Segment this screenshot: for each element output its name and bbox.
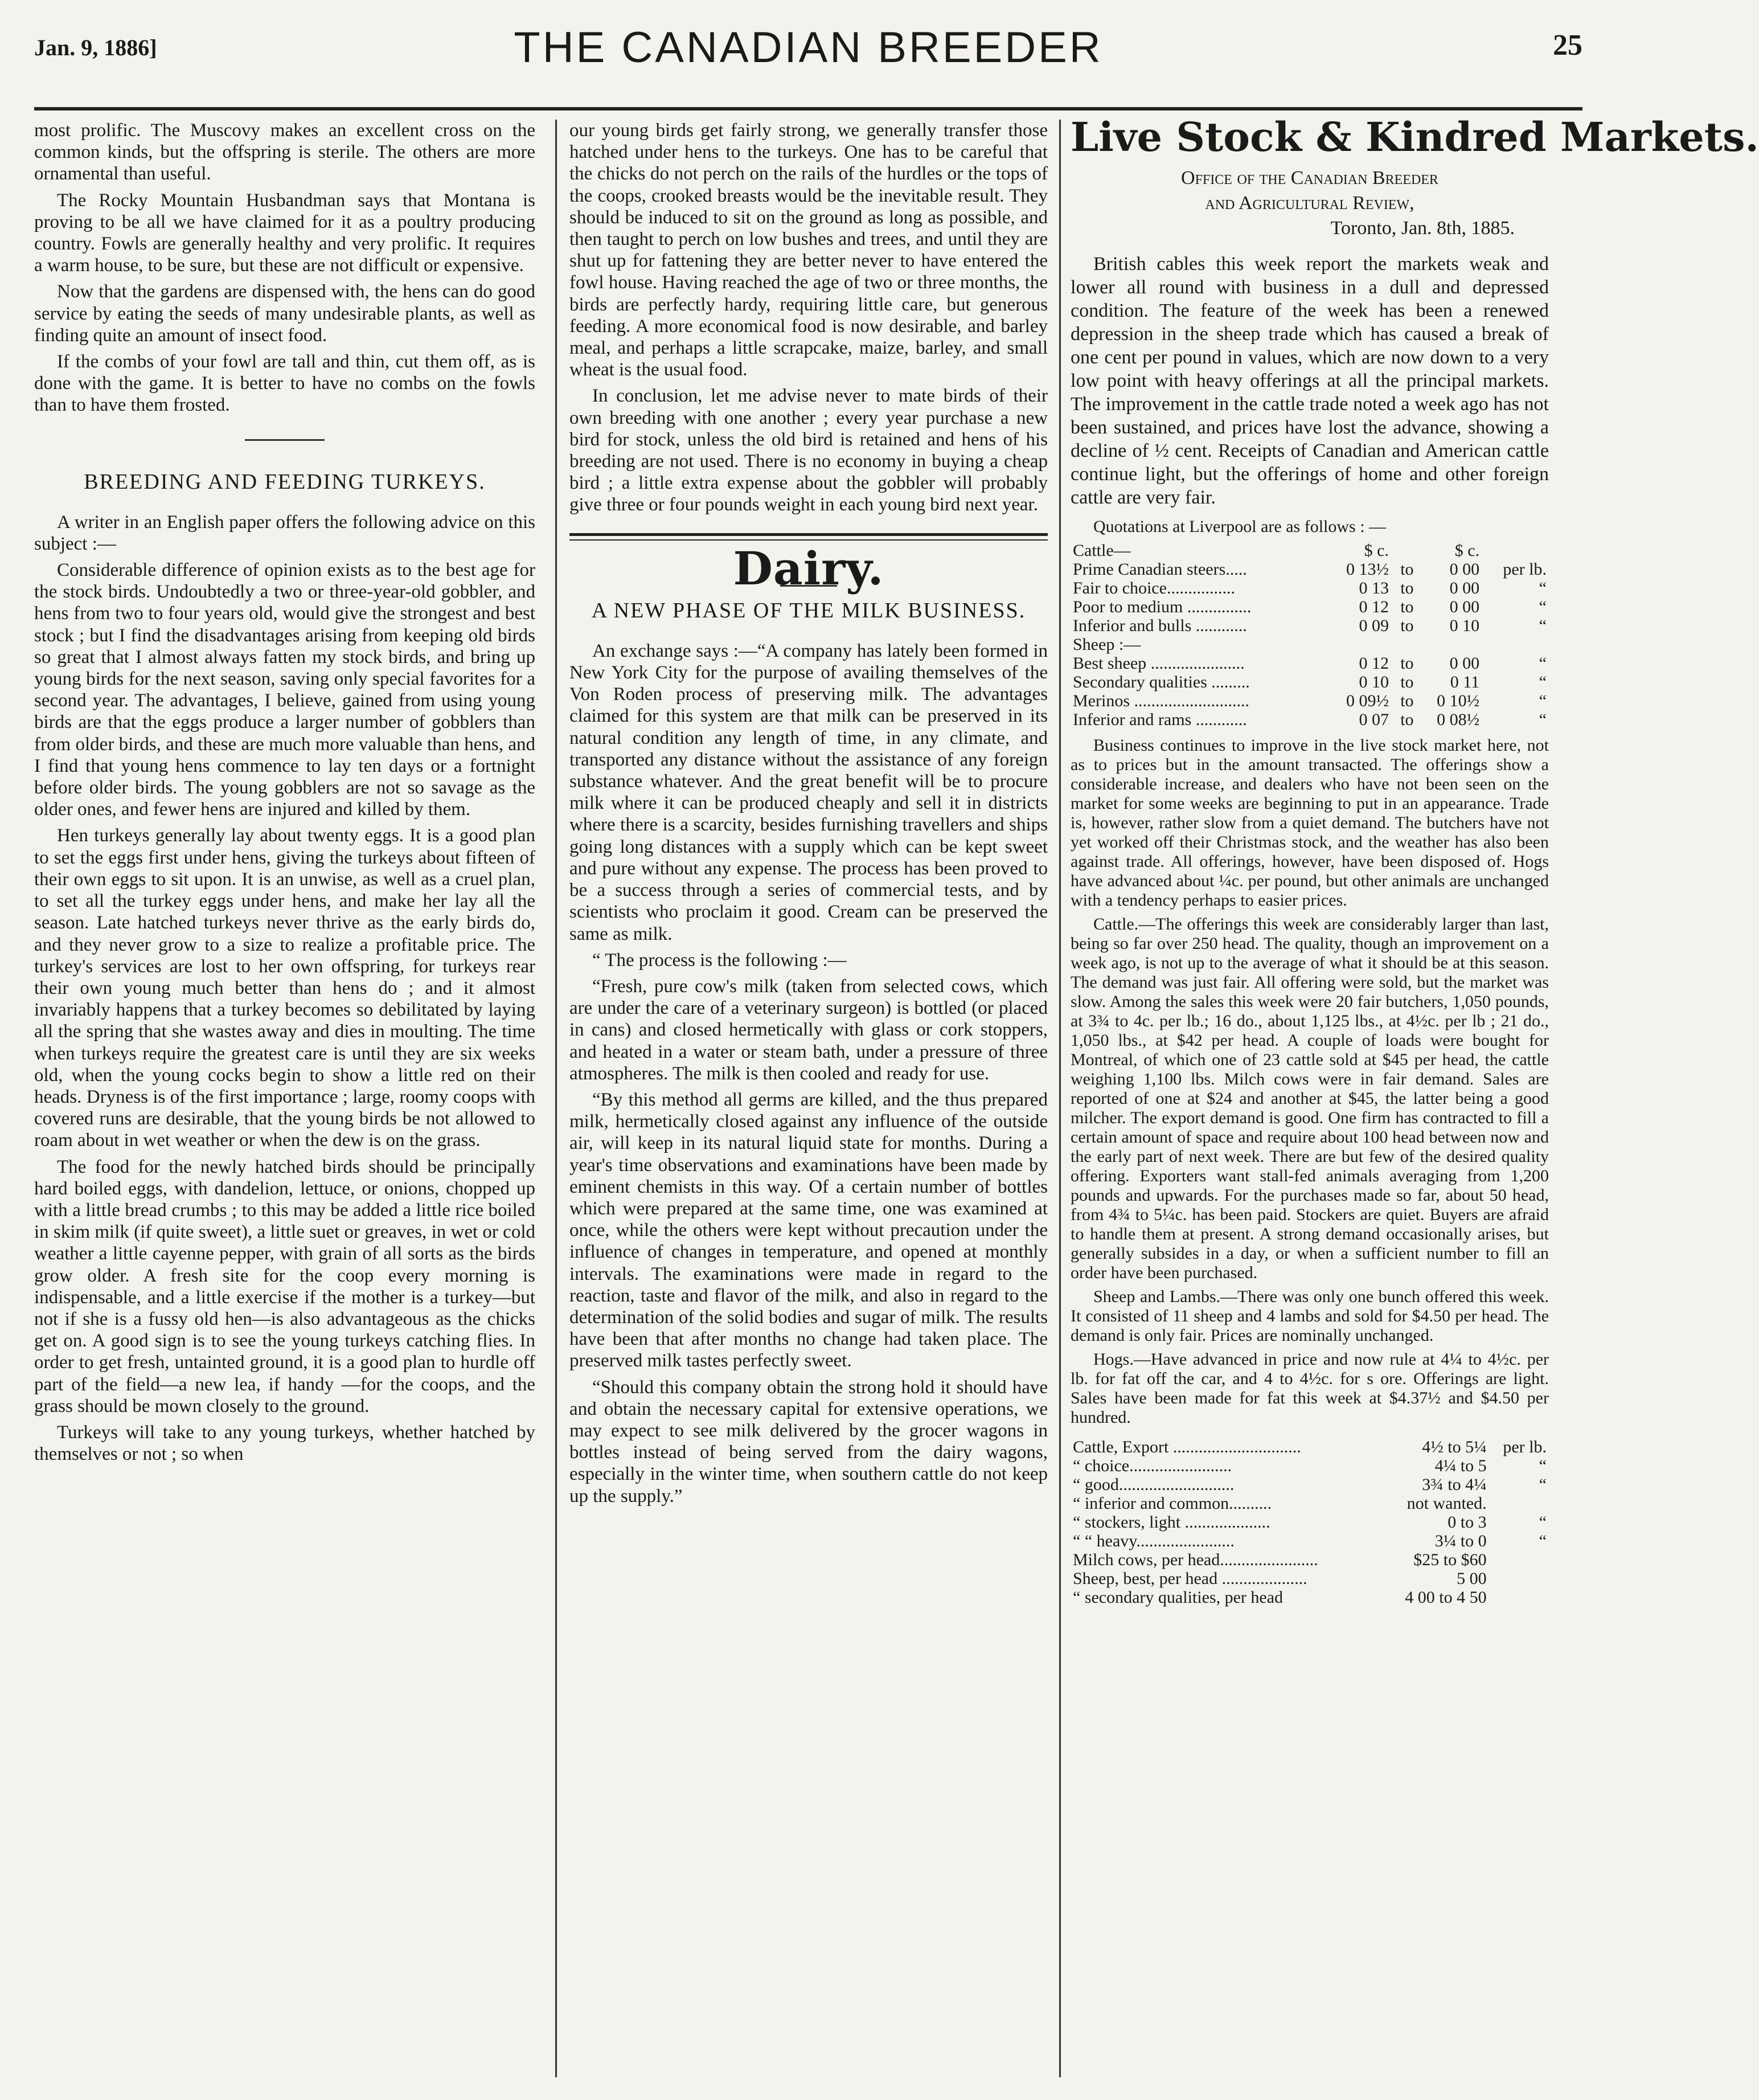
- table-cell: 0 12: [1359, 654, 1389, 673]
- table-cell: “ choice........................: [1073, 1456, 1232, 1475]
- table-row: [1071, 579, 1549, 597]
- table-cell: 0 10½: [1437, 691, 1480, 710]
- office-date: Toronto, Jan. 8th, 1885.: [1330, 218, 1515, 239]
- table-cell: Prime Canadian steers.....: [1073, 560, 1247, 579]
- table-cell: 4½ to 5¼: [1422, 1438, 1487, 1456]
- table-cell: 0 00: [1449, 654, 1480, 673]
- table-cell: “: [1539, 579, 1547, 597]
- column-2: [569, 120, 1048, 1512]
- table-cell: Inferior and rams ............: [1073, 710, 1247, 729]
- table-row: [1071, 1438, 1549, 1456]
- table-header-cell: [1482, 541, 1549, 560]
- table-cell: 0 to 3: [1448, 1513, 1487, 1532]
- table-cell: 0 08½: [1437, 710, 1480, 729]
- paragraph: most prolific. The Muscovy makes an excellent cross on the common kinds, but the offspring is sterile. The others are more ornamental than useful.: [34, 120, 535, 185]
- liverpool-intro: Quotations at Liverpool are as follows : —: [1093, 517, 1387, 536]
- table-row: [1071, 673, 1549, 691]
- table-cell: “: [1539, 654, 1547, 673]
- section-title-markets: Live Stock & Kindred Markets.: [1071, 113, 1759, 161]
- table-cell: Inferior and bulls ............: [1073, 616, 1247, 635]
- table-cell: Poor to medium ...............: [1073, 597, 1252, 616]
- column-divider: [1059, 120, 1061, 2077]
- table-row: [1071, 1513, 1549, 1532]
- table-cell: $25 to $60: [1413, 1550, 1487, 1569]
- table-cell: “: [1539, 673, 1547, 691]
- table-cell: to: [1400, 654, 1414, 673]
- table-row: [1071, 635, 1549, 654]
- table-row: [1071, 597, 1549, 616]
- table-cell: [1489, 1494, 1549, 1513]
- table-cell: [1489, 1569, 1549, 1588]
- table-cell: per lb.: [1503, 1438, 1547, 1456]
- table-cell: 0 13: [1359, 579, 1389, 597]
- table-cell: 0 09: [1359, 616, 1389, 635]
- table-row: [1071, 1494, 1549, 1513]
- table-cell: to: [1400, 691, 1414, 710]
- table-cell: to: [1400, 597, 1414, 616]
- table-row: [1071, 654, 1549, 673]
- table-row: [1071, 560, 1549, 579]
- paragraph: British cables this week report the markets weak and lower all round with business in a dull and depressed condition. The feature of the week has been a renewed depression in the sheep trade which has caused a break of one cent per pound in values, which are now down to a very low point with heavy offerings at all the principal markets. The improvement in the cattle trade noted a week ago has not been sustained, and prices have lost the advance, showing a decline of ½ cent. Receipts of Canadian and American cattle continue light, but the offerings of home and other foreign cattle are very fair.: [1071, 253, 1549, 508]
- table-cell: Fair to choice................: [1073, 579, 1235, 597]
- table-cell: [1482, 635, 1549, 654]
- table-cell: Merinos ...........................: [1073, 691, 1249, 710]
- table-row: [1071, 1569, 1549, 1588]
- table-cell: “: [1539, 691, 1547, 710]
- table-header-cell: $ c.: [1454, 541, 1480, 560]
- table-header-cell: Cattle—: [1073, 541, 1131, 560]
- table-cell: not wanted.: [1407, 1494, 1487, 1513]
- table-cell: [1416, 635, 1482, 654]
- table-cell: 0 09½: [1346, 691, 1389, 710]
- table-row: [1071, 1475, 1549, 1494]
- table-cell: “ secondary qualities, per head: [1073, 1588, 1284, 1607]
- paragraph: “ The process is the following :—: [592, 949, 847, 971]
- table-cell: 0 10: [1449, 616, 1480, 635]
- table-cell: [1325, 635, 1391, 654]
- table-cell: 3¼ to 0: [1434, 1532, 1487, 1550]
- paragraph: Hen turkeys generally lay about twenty eggs. It is a good plan to set the eggs first under hens, giving the turkeys about fifteen of their own eggs to sit upon. It is an unwise, as well as a cruel plan, to set all the turkey eggs under hens, and make her lay all the season. Late hatched turkeys never thrive as the early birds do, and they never grow to a size to realize a profitable price. The turkey's services are lost to her own offspring, for turkeys rear their own young much better than hens do ; and it almost invariably happens that a turkey becomes so debilitated by laying all the spring that she wastes away and dies in moulting. The time when turkeys require the greatest care is until they are six weeks old, when the young cocks begin to show a little red on their heads. Dryness is of the first importance ; large, roomy coops with covered runs are desirable, that the young birds be not allowed to roam about in wet weather or when the dew is on the grass.: [34, 825, 535, 1151]
- section-title-dairy: Dairy.: [733, 541, 884, 595]
- paragraph: “Fresh, pure cow's milk (taken from selected cows, which are under the care of a veterinary surgeon) is bottled (or placed in cans) and closed hermetically with glass or cork stoppers, and heated in a water or steam bath, under a pressure of three atmospheres. The milk is then cooled and ready for use.: [569, 976, 1048, 1084]
- section-divider: [245, 439, 325, 441]
- table-cell: Cattle, Export ..............................: [1073, 1438, 1301, 1456]
- column-1: [34, 120, 535, 1469]
- table-header-cell: [1391, 541, 1416, 560]
- table-row: [1071, 1532, 1549, 1550]
- table-header-cell: $ c.: [1364, 541, 1389, 560]
- table-cell: 0 10: [1359, 673, 1389, 691]
- paragraph: If the combs of your fowl are tall and thin, cut them off, as is done with the game. It is better to have no combs on the fowls than to have them frosted.: [34, 351, 535, 416]
- office-dateline: [1071, 166, 1549, 241]
- table-row: [1071, 1456, 1549, 1475]
- article-heading: BREEDING AND FEEDING TURKEYS.: [84, 469, 486, 494]
- table-cell: 3¾ to 4¼: [1422, 1475, 1487, 1494]
- table-cell: “: [1539, 1532, 1547, 1550]
- table-cell: 4 00 to 4 50: [1405, 1588, 1487, 1607]
- liverpool-quotations-table: [1071, 541, 1549, 729]
- paragraph: Considerable difference of opinion exists as to the best age for the stock birds. Undoubtedly a two or three-year-old gobbler, and hens from two to four years old, would give the strongest and best stock ; but I find the disadvantages arising from keeping old birds so great that I almost always fatten my stock birds, and bring up young birds for the next season, saving only special favorites for a second year. The advantages, I believe, gained from using young birds are that the eggs produce a larger number of gobblers than from older birds, and these are much more valuable than hens, and I find that young hens commence to lay ten days or a fortnight before older birds. The young gobblers are not so savage as the older ones, and fewer hens are injured and killed by them.: [34, 560, 535, 820]
- header-title: THE CANADIAN BREEDER: [514, 23, 1103, 72]
- table-cell: “: [1539, 1513, 1547, 1532]
- table-row: [1071, 616, 1549, 635]
- table-cell: “ good...........................: [1073, 1475, 1235, 1494]
- header-date: Jan. 9, 1886]: [34, 35, 157, 60]
- table-cell: “: [1539, 1456, 1547, 1475]
- paragraph: The Rocky Mountain Husbandman says that Montana is proving to be all we have claimed for it as a poultry producing country. Fowls are generally healthy and very prolific. It requires a warm house, to be sure, but these are not difficult or expensive.: [34, 190, 535, 276]
- paragraph: Sheep and Lambs.—There was only one bunch offered this week. It consisted of 11 sheep and 4 lambs and sold for $4.50 per head. The demand is only fair. Prices are nominally unchanged.: [1071, 1287, 1549, 1345]
- table-cell: per lb.: [1503, 560, 1547, 579]
- table-cell: “ stockers, light ....................: [1073, 1513, 1270, 1532]
- table-cell: Milch cows, per head.......................: [1073, 1550, 1318, 1569]
- header-page-number: 25: [1553, 29, 1582, 62]
- table-row: [1071, 1550, 1549, 1569]
- table-cell: to: [1400, 673, 1414, 691]
- table-cell: Best sheep ......................: [1073, 654, 1245, 673]
- paragraph: A writer in an English paper offers the following advice on this subject :—: [34, 511, 535, 554]
- table-cell: 0 07: [1359, 710, 1389, 729]
- header-rule: [34, 107, 1582, 110]
- table-cell: [1391, 635, 1416, 654]
- paragraph: An exchange says :—“A company has lately been formed in New York City for the purpose of availing themselves of the Von Roden process of preserving milk. The advantages claimed for this system are that milk can be preserved in its natural condition any length of time, in any climate, and transported any distance without the assistance of any foreign substance whatever. And the great benefit will be to procure milk where it can be produced cheaply and sell it in districts where there is a scarcity, besides furnishing travellers and ships going long distances with a supply which can be kept sweet and pure without any expense. The process has been proved to be a success through a series of commercial tests, and by scientists who proclaim it good. Cream can be preserved the same as milk.: [569, 640, 1048, 944]
- paragraph: Hogs.—Have advanced in price and now rule at 4¼ to 4½c. per lb. for fat off the car, and 4 to 4½c. for s ore. Offerings are light. Sales have been made for fat this week at $4.37½ and $4.50 per hundred.: [1071, 1350, 1549, 1427]
- column-divider: [555, 120, 557, 2077]
- table-header-row: [1071, 541, 1549, 560]
- table-cell: [1489, 1550, 1549, 1569]
- table-row: [1071, 691, 1549, 710]
- article-heading: A NEW PHASE OF THE MILK BUSINESS.: [591, 598, 1026, 623]
- paragraph: Business continues to improve in the live stock market here, not as to prices but in the amount transacted. The offerings show a considerable increase, and dealers who have not been seen on the market for some weeks are beginning to put in an appearance. Trade is, however, rather slow from a quiet demand. The butchers have not yet worked off their Christmas stock, and the weather has also been against trade. All offerings, however, have been disposed of. Hogs have advanced about ¼c. per pound, but other animals are unchanged with a tendency perhaps to easier prices.: [1071, 736, 1549, 910]
- table-cell: Sheep, best, per head ....................: [1073, 1569, 1307, 1588]
- table-cell: to: [1400, 616, 1414, 635]
- table-cell: 0 12: [1359, 597, 1389, 616]
- table-cell: “: [1539, 616, 1547, 635]
- table-cell: “: [1539, 710, 1547, 729]
- table-cell: 0 13½: [1346, 560, 1389, 579]
- table-cell: “: [1539, 597, 1547, 616]
- table-cell: to: [1400, 710, 1414, 729]
- table-cell: to: [1400, 560, 1414, 579]
- paragraph: our young birds get fairly strong, we generally transfer those hatched under hens to the turkeys. One has to be careful that the chicks do not perch on the rails of the hurdles or the tops of the coops, crooked breasts would be the inevitable result. They should be induced to sit on the ground as long as possible, and then taught to perch on low bushes and trees, and until they are shut up for fattening they are better never to have entered the fowl house. Having reached the age of two or three months, the birds are perfectly hardy, requiring little care, but generous feeding. A more economical food is now desirable, and barley meal, and perhaps a little scrapcake, maize, barley, and small wheat is the usual food.: [569, 120, 1048, 380]
- table-cell: [1489, 1588, 1549, 1607]
- table-cell: 0 00: [1449, 560, 1480, 579]
- office-line: Office of the Canadian Breeder: [1181, 167, 1438, 189]
- column-3: [1071, 113, 1759, 1607]
- table-cell: to: [1400, 579, 1414, 597]
- table-cell: “ “ heavy.......................: [1073, 1532, 1235, 1550]
- table-cell: 0 00: [1449, 597, 1480, 616]
- table-row: [1071, 1588, 1549, 1607]
- paragraph: Now that the gardens are dispensed with, the hens can do good service by eating the seeds of many undesirable plants, as well as finding quite an amount of insect food.: [34, 281, 535, 346]
- local-prices-table: [1071, 1438, 1549, 1607]
- office-line: and Agricultural Review,: [1205, 193, 1414, 214]
- table-cell: Sheep :—: [1073, 635, 1141, 654]
- table-cell: 0 00: [1449, 579, 1480, 597]
- paragraph: “Should this company obtain the strong hold it should have and obtain the necessary capital for extensive operations, we may expect to see milk delivered by the grocer wagons in bottles instead of being served from the dairy wagons, especially in the winter time, when southern cattle do not keep up the supply.”: [569, 1377, 1048, 1507]
- table-cell: 5 00: [1457, 1569, 1487, 1588]
- paragraph: Cattle.—The offerings this week are considerably larger than last, being so far over 250 head. The quality, though an improvement on a week ago, is not up to the average of what it should be at this season. The demand was just fair. All offering were sold, but the market was slow. Among the sales this week were 20 fair butchers, 1,050 pounds, at 3¾ to 4c. per lb.; 16 do., about 1,125 lbs., at 4½c. per lb ; 21 do., 1,050 lbs., at $42 per head. A couple of loads were bought for Montreal, of which one of 23 cattle sold at $45 per head, the cattle weighing 1,100 lbs. Milch cows were in fair demand. Sales are reported of one at $24 and another at $45, the latter being a good milcher. The export demand is good. One firm has contracted to fill a certain amount of space and require about 100 head between now and the early part of next week. There are but few of the desired quality offering. Exporters want stall-fed animals averaging from 1,200 pounds and upwards. For the purchases made so far, about 50 head, from 4¾ to 5¼c. has been paid. Stockers are quiet. Buyers are afraid to handle them at present. A strong demand occasionally arises, but generally subsides in a day, or when a sufficient number to fill an order have been purchased.: [1071, 915, 1549, 1282]
- trade-reports: [1071, 736, 1549, 1427]
- table-row: [1071, 710, 1549, 729]
- paragraph: Turkeys will take to any young turkeys, whether hatched by themselves or not ; so when: [34, 1422, 535, 1465]
- table-cell: 0 11: [1450, 673, 1480, 691]
- paragraph: “By this method all germs are killed, and the thus prepared milk, hermetically closed against any influence of the outside air, will keep in its natural liquid state for months. During a year's time observations and examinations have been made by eminent chemists in this way. Of a certain number of bottles which were prepared at the same time, one was examined at once, while the others were kept without precaution under the influence of changes in temperature, and opened at monthly intervals. The examinations were made in regard to the reaction, taste and flavor of the milk, and also in regard to the determination of the solid bodies and sugar of milk. The results have been that after months no change had taken place. The preserved milk tastes perfectly sweet.: [569, 1089, 1048, 1372]
- paragraph: The food for the newly hatched birds should be principally hard boiled eggs, with dandelion, lettuce, or onions, chopped up with a little bread crumbs ; to this may be added a little rice boiled in skim milk (if quite sweet), a little suet or greaves, in wet or cold weather a little cayenne pepper, with grain of all sorts as the birds grow older. A fresh site for the coop every morning is indispensable, and a little exercise if the mother is a turkey—but not if she is a fussy old hen—is also advantageous as the chicks get on. A good sign is to see the young turkeys catching flies. In order to get fresh, untainted ground, it is a good plan to hurdle off part of the field—a new lea, if handy —for the coops, and the grass should be mown closely to the ground.: [34, 1156, 535, 1417]
- section-divider: [569, 533, 1048, 541]
- table-cell: “ inferior and common..........: [1073, 1494, 1272, 1513]
- table-cell: 4¼ to 5: [1434, 1456, 1487, 1475]
- table-cell: Secondary qualities .........: [1073, 673, 1250, 691]
- paragraph: In conclusion, let me advise never to mate birds of their own breeding with one another ; every year purchase a new bird for stock, unless the old bird is retained and hens of his breeding are not used. There is no economy in buying a cheap bird ; a little extra expense about the gobbler will probably give three or four pounds weight in each young bird next year.: [569, 386, 1048, 515]
- table-cell: “: [1539, 1475, 1547, 1494]
